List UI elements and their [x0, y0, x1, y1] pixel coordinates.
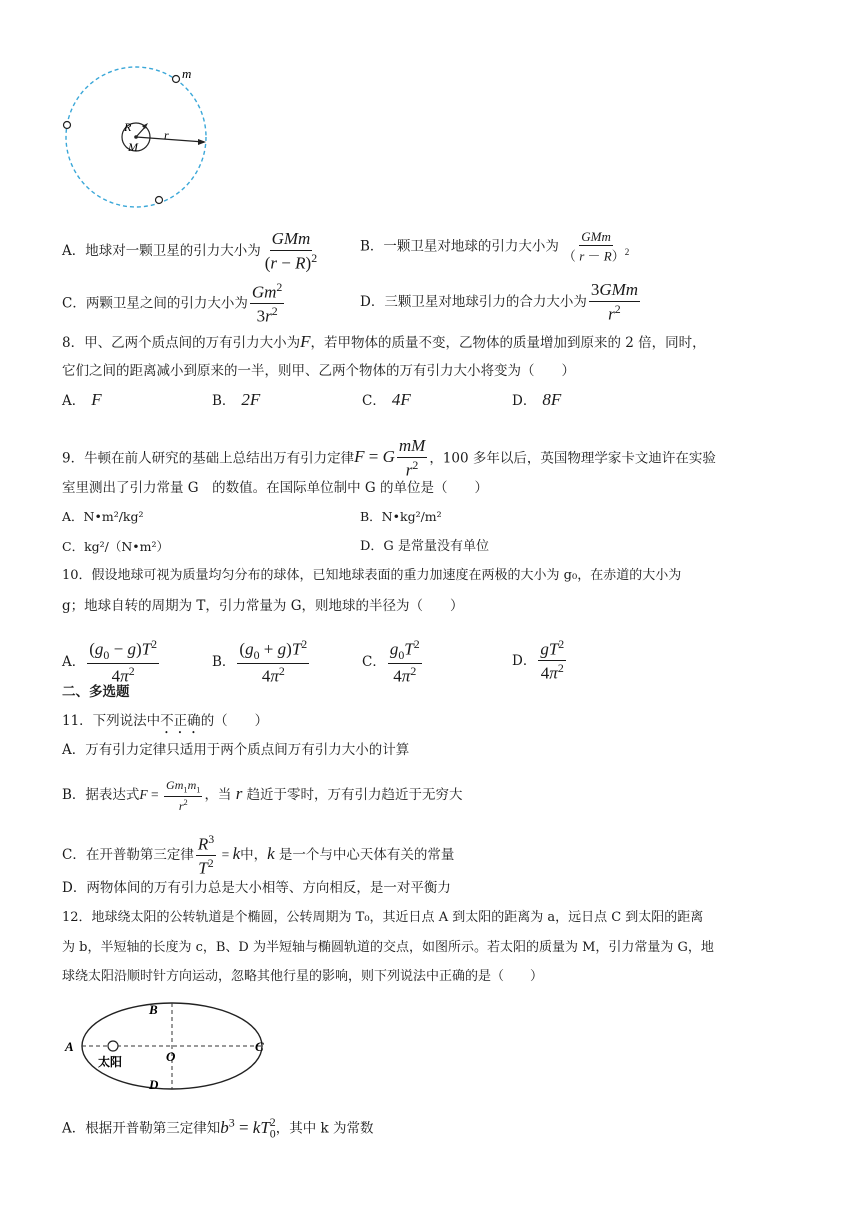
- q7-a-formula: $\frac{\text{GMm}}{(r - R)^2}$: [264, 229, 318, 273]
- q10-option-b: B． $\frac{(g_0 + g)T^2}{4\pi^2}$: [212, 637, 308, 686]
- q11-option-a: A．万有引力定律只适用于两个质点间万有引力大小的计算: [62, 742, 410, 758]
- q12-option-a: [62, 1112, 373, 1143]
- q8-option-a: A． F: [62, 390, 102, 409]
- q11-b-r: r: [231, 784, 247, 803]
- q11-option-b: [62, 779, 463, 813]
- q9-stem1b: ，100 多年以后，英国物理学家卡文迪许在实验: [429, 450, 716, 467]
- q11-stem: [62, 711, 268, 737]
- q8-option-c: C． 4F: [362, 390, 411, 409]
- q7-d-formula: $\frac{\text{3GMm}}{r^2}$: [590, 280, 639, 324]
- q12-stem-line3: 球绕太阳沿顺时针方向运动，忽略其他行星的影响，则下列说法中正确的是（ ）: [62, 969, 544, 984]
- label-D: D: [149, 1077, 159, 1092]
- label-C: C: [255, 1039, 264, 1054]
- label-m: m: [182, 66, 192, 81]
- q11-c-pre: C．在开普勒第三定律: [62, 846, 194, 863]
- q12-stem-line1: 12．地球绕太阳的公转轨道是个椭圆，公转周期为 T₀，其近日点 A 到太阳的距离为 a，远日点 C 到太阳的距离: [62, 910, 704, 925]
- label-sun: 太阳: [98, 1055, 123, 1069]
- q12-a-formula: $b^3 = kT_0^2$: [220, 1115, 276, 1141]
- q11-c-mid: 中，: [240, 846, 268, 863]
- q7-c-formula: $\frac{Gm^2}{3r^2}$: [251, 280, 283, 326]
- q11-b-post2: 趋近于零时，万有引力趋近于无穷大: [246, 787, 463, 803]
- q7-option-a: [62, 230, 321, 273]
- q9-option-a: A．N•m²/kg²: [62, 509, 144, 524]
- q7-option-c: [62, 281, 286, 327]
- q10-option-c: C． $\frac{g_0T^2}{4\pi^2}$: [362, 637, 420, 686]
- label-B: B: [149, 1002, 158, 1017]
- q9-stem-line1: [62, 437, 716, 480]
- satellite-orbit-figure: [58, 60, 218, 210]
- q9-option-b: B．N•kg²/m²: [360, 509, 442, 524]
- label-M: M: [128, 140, 138, 154]
- q12-a-pre: A．根据开普勒第三定律知: [62, 1120, 221, 1137]
- label-A: A: [65, 1039, 74, 1054]
- q7-d-text: D．三颗卫星对地球引力的合力大小为: [360, 294, 587, 311]
- q12-a-post: ，其中 k 为常数: [275, 1120, 374, 1137]
- q8-stem1b: ，若甲物体的质量不变，乙物体的质量增加到原来的 2 倍，同时，: [310, 335, 706, 351]
- q11-b-pre: B．据表达式: [62, 787, 140, 803]
- label-O: O: [166, 1049, 176, 1064]
- q11-stem-emphasis: 不正确: [160, 713, 201, 729]
- label-R: R: [124, 120, 132, 134]
- q9-option-c: C．kg²/（N•m²）: [62, 539, 170, 554]
- q11-stem-post: 的（ ）: [200, 713, 269, 729]
- label-r: r: [164, 128, 169, 142]
- q7-option-d: [360, 281, 642, 324]
- q7-c-text: C．两颗卫星之间的引力大小为: [62, 295, 248, 312]
- q11-b-post1: ，当: [204, 787, 232, 803]
- q9-option-d: D．G 是常量没有单位: [360, 539, 489, 554]
- q11-option-c: [62, 833, 454, 879]
- elliptical-orbit-figure: [62, 995, 272, 1095]
- q10-options: [62, 632, 802, 686]
- q11-b-formula: F = $\frac{Gm_1m_1}{r^2}$: [139, 778, 201, 813]
- section-heading: 二、多选题: [62, 684, 130, 700]
- q10-option-d: D． $\frac{gT^2}{4\pi^2}$: [512, 637, 565, 683]
- q11-c-k: k: [267, 843, 279, 863]
- q8-option-d: D． 8F: [512, 390, 562, 409]
- q9-stem-line2: 室里测出了引力常量 G 的数值。在国际单位制中 G 的单位是（ ）: [62, 480, 488, 496]
- q8-stem1: 8．甲、乙两个质点间的万有引力大小为: [62, 335, 301, 351]
- q11-c-formula: $\frac{R^3}{T^2}$ = k: [197, 832, 241, 878]
- q11-stem-pre: 11．下列说法中: [62, 713, 161, 729]
- q8-option-b: B． 2F: [212, 390, 261, 409]
- q8-F: F: [300, 332, 311, 351]
- q7-option-b: [360, 230, 633, 264]
- q8-stem-line1: [62, 332, 706, 353]
- q10-stem-line2: g；地球自转的周期为 T，引力常量为 G，则地球的半径为（ ）: [62, 598, 464, 614]
- q12-stem-line2: 为 b，半短轴的长度为 c，B、D 为半短轴与椭圆轨道的交点，如图所示。若太阳的质量为 M，引力常量为 G，地: [62, 940, 714, 955]
- q8-stem-line2: 它们之间的距离减小到原来的一半，则甲、乙两个物体的万有引力大小将变为（ ）: [62, 363, 575, 379]
- q9-formula: F = G $\frac{mM}{r^2}$: [354, 436, 426, 480]
- q7-b-text: B．一颗卫星对地球的引力大小为: [360, 238, 559, 255]
- q11-option-d: D．两物体间的万有引力总是大小相等、方向相反，是一对平衡力: [62, 880, 451, 896]
- q7-a-text: A．地球对一颗卫星的引力大小为: [62, 243, 261, 260]
- q9-stem1: 9．牛顿在前人研究的基础上总结出万有引力定律: [62, 450, 355, 467]
- q11-c-post: 是一个与中心天体有关的常量: [278, 846, 455, 863]
- q10-option-a: A． $\frac{(g_0 - g)T^2}{4\pi^2}$: [62, 637, 158, 686]
- q10-stem-line1: 10．假设地球可视为质量均匀分布的球体，已知地球表面的重力加速度在两极的大小为 g₀，在赤道的大小为: [62, 568, 682, 583]
- q7-b-formula: $\frac{\text{GMm}}{( r - R)^2}$: [562, 229, 630, 264]
